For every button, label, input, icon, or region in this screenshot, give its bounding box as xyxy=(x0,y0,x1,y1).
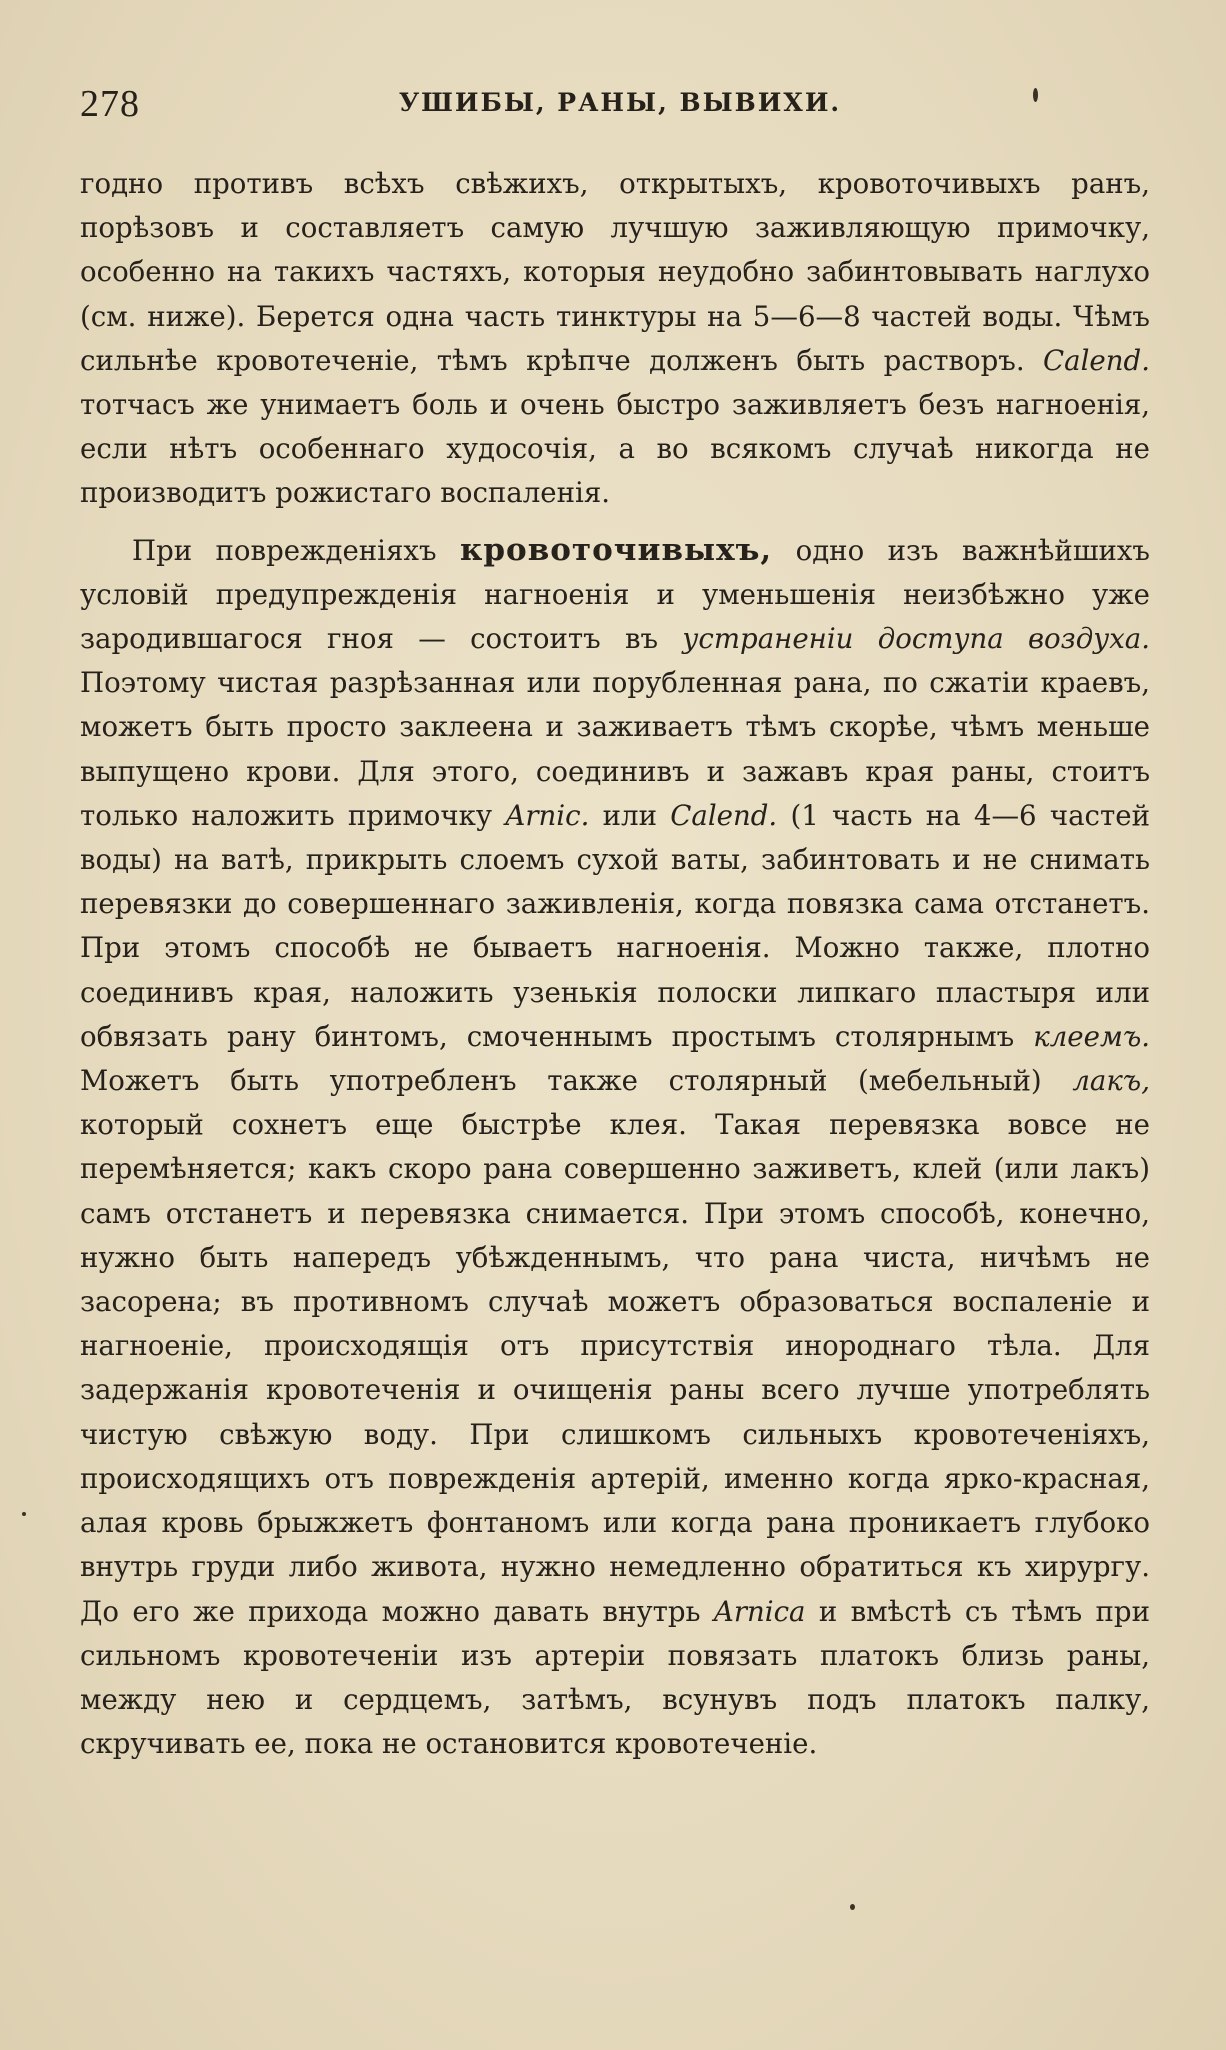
text-run: тотчасъ же унимаетъ боль и очень быстро заживляетъ безъ нагноенія, если нѣтъ особеннаго худосочія, а во всякомъ случаѣ никогда не производитъ рожистаго воспаленія. xyxy=(80,388,1150,510)
text-run: годно противъ всѣхъ свѣжихъ, открытыхъ, кровоточивыхъ ранъ, порѣзовъ и составляетъ самую лучшую заживляющую примочку, особенно на такихъ частяхъ, которыя неудобно забинтовывать наглухо (см. ниже). Берется одна часть тинктуры на 5—6—8 частей воды. Чѣмъ сильнѣе кровотеченіе, тѣмъ крѣпче долженъ быть растворъ. xyxy=(80,167,1150,377)
bold-term: кровоточивыхъ, xyxy=(459,531,773,568)
paragraph-2 xyxy=(80,528,1150,1767)
text-run: (1 часть на 4—6 частей воды) на ватѣ, прикрыть слоемъ сухой ваты, забинтовать и не снимать перевязки до совершеннаго заживленія, когда повязка сама отстанетъ. При этомъ способѣ не бываетъ нагноенія. Можно также, плотно соединивъ края, наложить узенькія полоски липкаго пластыря или обвязать рану бинтомъ, смоченнымъ простымъ столярнымъ xyxy=(80,798,1150,1053)
text-run: Можетъ быть употребленъ также столярный (мебельный) xyxy=(80,1064,1042,1098)
text-run: Поэтому чистая разрѣзанная или порубленная рана, по сжатіи краевъ, можетъ быть просто заклеена и заживаетъ тѣмъ скорѣе, чѣмъ меньше выпущено крови. Для этого, соединивъ и зажавъ края раны, стоитъ только наложить примочку xyxy=(80,666,1150,832)
text-run: или xyxy=(602,798,657,832)
ink-speck xyxy=(850,1904,855,1910)
italic-term: Arnica xyxy=(713,1594,806,1628)
text-run: При поврежденіяхъ xyxy=(132,533,437,567)
page-header xyxy=(80,82,1160,132)
ink-speck xyxy=(22,1512,26,1516)
text-run: и вмѣстѣ съ тѣмъ при сильномъ кровотеченіи изъ артеріи повязать платокъ близь раны, между нею и сердцемъ, затѣмъ, всунувъ подъ платокъ палку, скручивать ее, пока не остановится кровотеченіе. xyxy=(80,1594,1150,1761)
paragraph-1 xyxy=(80,162,1150,516)
body-text xyxy=(80,162,1150,1766)
italic-term: Arnic. xyxy=(505,798,590,832)
ink-speck xyxy=(1033,88,1038,102)
running-head: УШИБЫ, РАНЫ, ВЫВИХИ. xyxy=(398,88,842,117)
text-run: который сохнетъ еще быстрѣе клея. Такая перевязка вовсе не перемѣняется; какъ скоро рана совершенно заживетъ, клей (или лакъ) самъ отстанетъ и перевязка снимается. При этомъ способѣ, конечно, нужно быть напередъ убѣжденнымъ, что рана чиста, ничѣмъ не засорена; въ противномъ случаѣ можетъ образоваться воспаленіе и нагноеніе, происходящія отъ присутствія инороднаго тѣла. Для задержанія кровотеченія и очищенія раны всего лучше употреблять чистую свѣжую воду. При слишкомъ сильныхъ кровотеченіяхъ, происходящихъ отъ поврежденія артерій, именно когда ярко-красная, алая кровь брыжжетъ фонтаномъ или когда рана проникаетъ глубоко внутрь груди либо живота, нужно немедленно обратиться къ хирургу. До его же прихода можно давать внутрь xyxy=(80,1108,1150,1628)
page-number: 278 xyxy=(80,83,140,125)
italic-phrase: устраненіи доступа воздуха. xyxy=(682,622,1150,656)
italic-term: Calend. xyxy=(1043,343,1150,377)
text-run: одно изъ важнѣйшихъ условій предупрежденія нагноенія и уменьшенія неизбѣжно уже зародившагося гноя — состоитъ въ xyxy=(80,533,1150,656)
italic-term: лакъ, xyxy=(1072,1064,1150,1098)
italic-term: клеемъ. xyxy=(1033,1019,1150,1053)
italic-term: Calend. xyxy=(670,798,778,832)
